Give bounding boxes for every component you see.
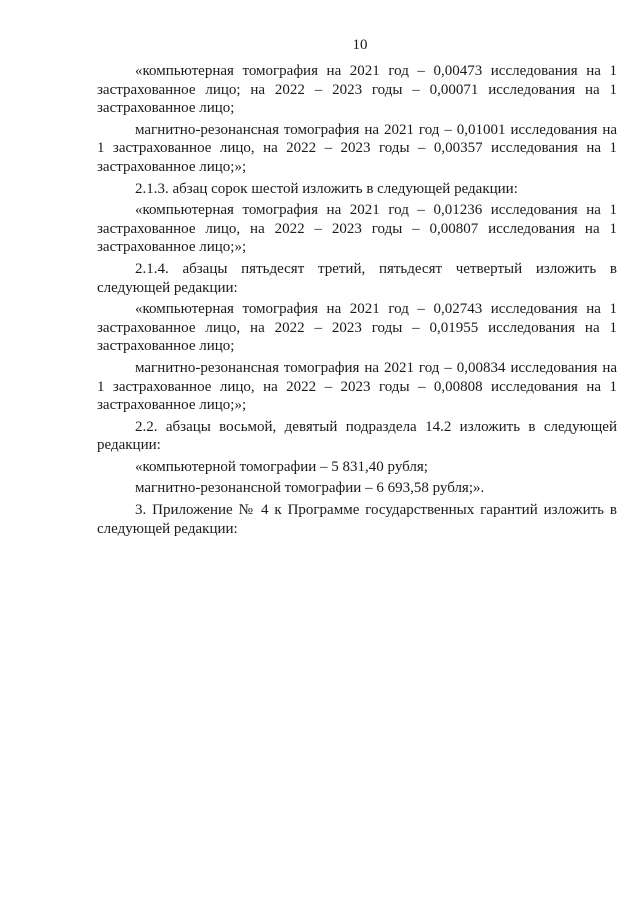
paragraph-clause-3: 3. Приложение № 4 к Программе государственных гарантий изложить в следующей редакции: <box>97 502 617 537</box>
paragraph-mri-2021-2023-second: магнитно-резонансная томография на 2021 год – 0,00834 исследования на 1 застрахованное лицо, на 2022 – 2023 годы – 0,00808 исследования на 1 застрахованное лицо;»; <box>97 359 617 414</box>
paragraph-mri-2021-2023-first: магнитно-резонансная томография на 2021 год – 0,01001 исследования на 1 застрахованное лицо, на 2022 – 2023 годы – 0,00357 исследования на 1 застрахованное лицо;»; <box>97 121 617 175</box>
paragraph-ct-2021-2023-second: «компьютерная томография на 2021 год – 0,01236 исследования на 1 застрахованное лицо, на 2022 – 2023 годы – 0,00807 исследования на 1 застрахованное лицо;»; <box>97 202 617 256</box>
page-number: 10 <box>352 37 368 53</box>
paragraph-clause-2-2: 2.2. абзацы восьмой, девятый подраздела 14.2 изложить в следующей редакции: <box>97 418 617 454</box>
paragraph-ct-2021-2023-third: «компьютерная томография на 2021 год – 0,02743 исследования на 1 застрахованное лицо, на 2022 – 2023 годы – 0,01955 исследования на 1 застрахованное лицо; <box>97 301 617 355</box>
paragraph-ct-2021-2023-first: «компьютерная томография на 2021 год – 0,00473 исследования на 1 застрахованное лицо; на 2022 – 2023 годы – 0,00071 исследования на 1 застрахованное лицо; <box>97 63 617 117</box>
paragraph-clause-2-1-4: 2.1.4. абзацы пятьдесят третий, пятьдесят четвертый изложить в следующей редакции: <box>97 260 617 296</box>
document-body <box>97 62 617 541</box>
paragraph-ct-cost: «компьютерной томографии – 5 831,40 рубля; <box>135 458 428 475</box>
paragraph-mri-cost: магнитно-резонансной томографии – 6 693,58 рубля;». <box>135 480 485 497</box>
paragraph-clause-2-1-3: 2.1.3. абзац сорок шестой изложить в следующей редакции: <box>135 180 518 197</box>
